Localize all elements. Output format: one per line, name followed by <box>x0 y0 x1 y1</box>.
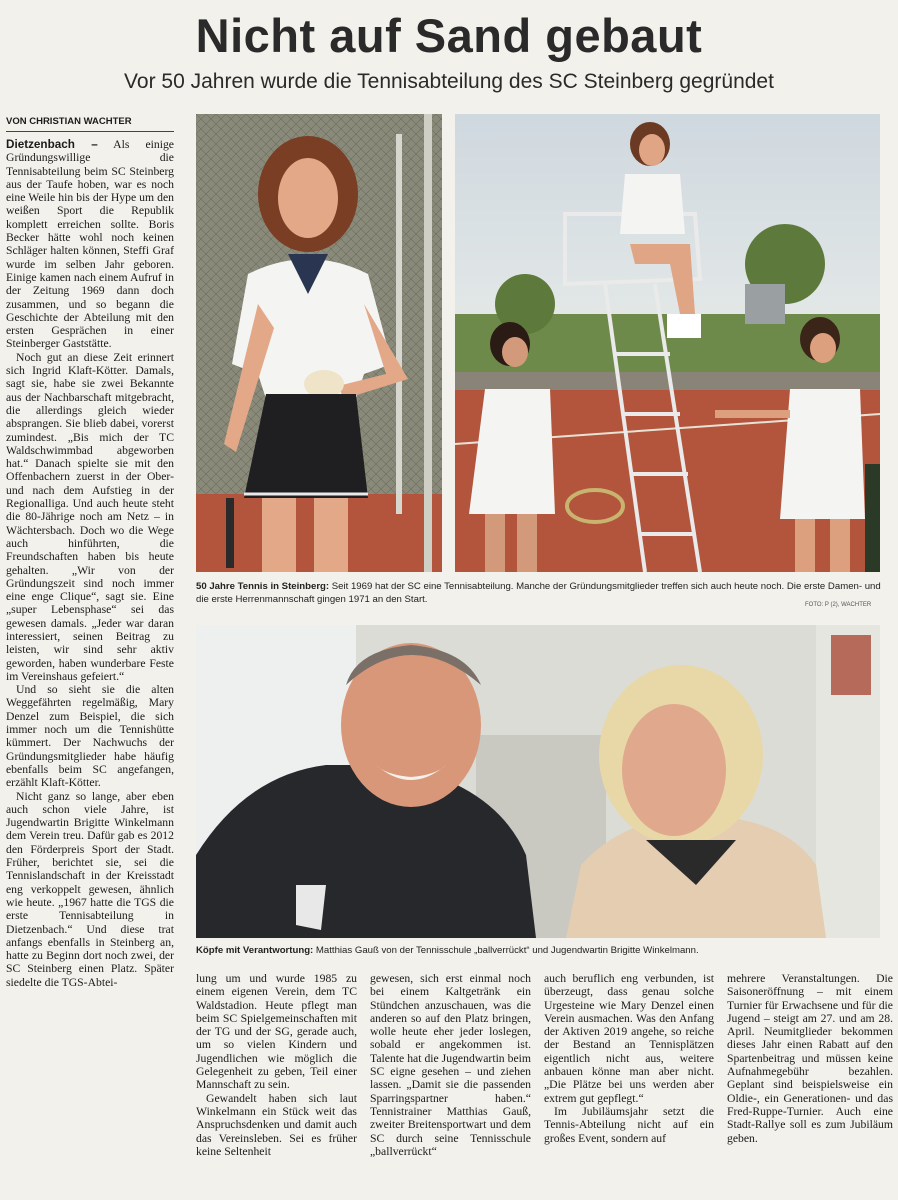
article-column-2 <box>196 972 357 1198</box>
dateline: Dietzenbach – <box>6 138 98 151</box>
byline: VON CHRISTIAN WACHTER <box>6 116 174 132</box>
photo-credit: FOTO: P (2), WACHTER <box>805 602 872 608</box>
lead-text: Als einige Gründungswillige die Tennisabteilung beim SC Steinberg aus der Taufe hoben, war es noch eine Weile hin bis der Hype um den weißen Sport die Republik komplett erreichen sollte. Boris Becker hätte wohl noch keinen Schläger halten können, Steffi Graf wurde im selben Jahr geboren. Einige kamen nach einem Aufruf in der Zeitung 1969 dann doch zusammen, und so begann die Geschichte der Abteilung mit den ersten Gesprächen in einer Steinberger Gaststätte. <box>6 138 174 351</box>
photo-caption-1 <box>196 580 886 606</box>
paragraph: Im Jubiläumsjahr setzt die Tennis-Abteilung nicht auf ein großes Event, sondern auf <box>544 1104 714 1145</box>
paragraph: auch beruflich eng verbunden, ist überzeugt, dass genau solche Urgesteine wie Mary Denzel einen Verein ausmachen. Was den Anfang der Aktiven 2019 angehe, so reiche der Bestand an Tennisplätzen eigentlich nicht aus, weitere anbauen könne man aber nicht. „Die Plätze bei uns werden aber extrem gut gepflegt.“ <box>544 972 714 1105</box>
paragraph: Gewandelt haben sich laut Winkelmann ein Stück weit das Anspruchsdenken und damit auch das Vereinsleben. Sei es früher keine Seltenheit <box>196 1091 357 1158</box>
photo-player-portrait <box>196 114 442 572</box>
paragraph: gewesen, sich erst einmal noch bei einem Kaltgetränk ein Stündchen anzuschauen, was die anderen so auf den Platz bringen, wolle heute eher jeder loslegen, sobald er angekommen ist. Talente hat die Jugendwartin beim SC eigne gesehen – und ziehen lassen. „Damit sie die passenden Sparringspartner haben.“ Tennistrainer Matthias Gauß, zweiter Breitensportwart und dem SC durch seine Tennisschule „ballverrückt“ <box>370 972 531 1158</box>
paragraph: lung um und wurde 1985 zu einem eigenen Verein, dem TC Waldstadion. Heute pflegt man beim SC Spielgemeinschaften mit der TG und der SG, gerade auch, um so vielen Kindern und Jugendlichen wie möglich die Gelegenheit zu geben, Teil einer Mannschaft zu sein. <box>196 972 357 1092</box>
photo-caption-2 <box>196 944 886 957</box>
headline: Nicht auf Sand gebaut <box>195 9 703 62</box>
article-column-1 <box>6 138 174 989</box>
paragraph: Und so sieht sie die alten Weggefährten regelmäßig, Mary Denzel zum Beispiel, die sich immer noch um die Tennishütte kümmert. Der Nachwuchs der Gründungsmitglieder habe häufig ebenfalls beim SC angefangen, erzählt Klaft-Kötter. <box>6 683 174 790</box>
paragraph: mehrere Veranstaltungen. Die Saisoneröffnung – mit einem Turnier für Erwachsene und für die Jugend – steigt am 27. und am 28. April. Neumitglieder bekommen dieses Jahr einen Rabatt auf den Spartenbeitrag und müssen keine Aufnahmegebühr bezahlen. Geplant sind beispielsweise ein Oldie-, ein Generationen- und das Fred-Ruppe-Turnier. Auch eine Stadt-Rallye soll es zum Jubiläum geben. <box>727 972 893 1145</box>
caption-text: Matthias Gauß von der Tennisschule „ballverrückt“ und Jugendwartin Brigitte Winkelmann. <box>313 945 699 956</box>
subheadline: Vor 50 Jahren wurde die Tennisabteilung des SC Steinberg gegründet <box>124 70 774 93</box>
paragraph: Nicht ganz so lange, aber eben auch schon viele Jahre, ist Jugendwartin Brigitte Winkelmann dem Verein treu. Dafür gab es 2012 den Förderpreis Sport der Stadt. Früher, berichtet sie, sei die Tennislandschaft in der Kreisstadt eng verkoppelt gewesen, ähnlich wie heute. „1967 hatte die TGS die erste Tennisabteilung in Dietzenbach.“ Und diese trat anfangs ebenfalls in Steinberg an, hatte zu Beginn dort noch zwei, der SC Steinberg einen Platz. Später siedelte die TGS-Abtei- <box>6 789 174 989</box>
article-column-4 <box>544 972 714 1198</box>
caption-title: Köpfe mit Verantwortung: <box>196 945 314 956</box>
article-column-3 <box>370 972 531 1198</box>
article-column-5 <box>727 972 893 1198</box>
photo-umpire-chair <box>455 114 880 572</box>
caption-text: Seit 1969 hat der SC eine Tennisabteilung. Manche der Gründungsmitglieder treffen sich auch heute noch. Die erste Damen- und die erste Herrenmannschaft gingen 1971 an den Start. <box>196 581 881 605</box>
lead-paragraph <box>6 138 174 351</box>
photo-two-people <box>196 625 880 938</box>
paragraph: Noch gut an diese Zeit erinnert sich Ingrid Klaft-Kötter. Damals, sagt sie, habe sie zwei Bekannte aus der Nachbarschaft mitgebracht, die allerdings gleich wieder absprangen. Sie blieb dabei, vorerst zumindest. „Bis mich der TC Waldschwimmbad abgeworben hat.“ Danach spielte sie mit den Offenbachern zuerst in der Ober- und nach dem Aufstieg in der Regionalliga. Und auch heute steht die 80-Jährige noch am Netz – in Wächtersbach. Doch wo die Wege auch hinführten, die Freundschaften haben bis heute gehalten. „Wir von der Gründungszeit sind noch immer eine enge Clique“, sagt sie. Eine „super Lebensphase“ sei das gewesen damals. „Jeder war daran interessiert, seinen Beitrag zu leisten, wir sind sehr aktiv geworden, haben wunderbare Feste im Vereinshaus gefeiert.“ <box>6 350 174 683</box>
caption-title: 50 Jahre Tennis in Steinberg: <box>196 581 330 592</box>
